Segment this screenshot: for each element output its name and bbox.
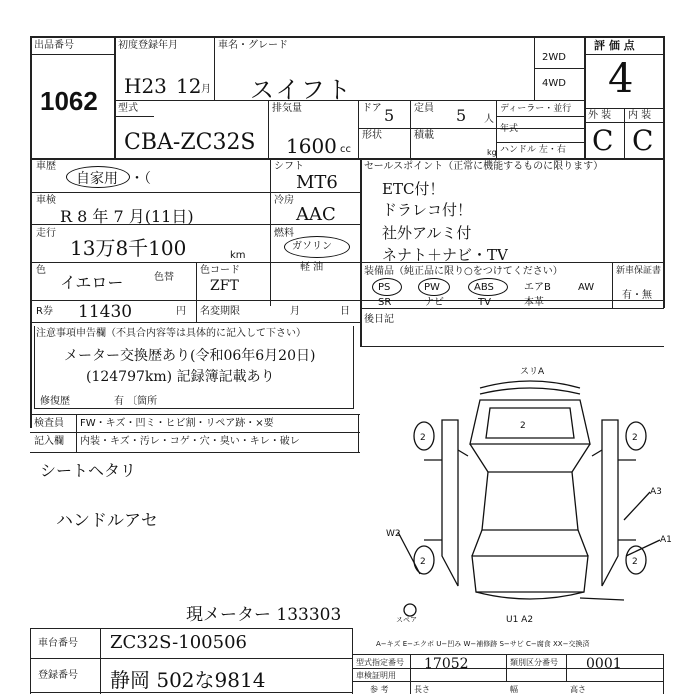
color-label: 色 [36,265,46,276]
year-label: 年式 [500,124,519,134]
overall-score: 4 [608,56,634,102]
equip-aw: AW [578,282,595,293]
registration-label: 登録番号 [38,670,78,681]
post-note-label: 後日記 [364,314,394,325]
mark-left-side: W2 [386,529,401,539]
check-row-exterior: FW・キズ・凹ミ・ヒビ割・リペア跡・×要 [80,418,274,429]
color-code: ZFT [210,278,239,294]
score-label: 評 価 点 [594,39,635,52]
color-code-label: 色コード [200,265,240,276]
check-row-interior: 内装・キズ・汚レ・コゲ・穴・臭い・キレ・破レ [80,436,300,447]
chassis-label: 車台番号 [38,638,78,649]
equip-abs: ABS [474,282,494,293]
car-damage-diagram [380,360,690,622]
interior-label: 内 装 [628,110,652,121]
repair-value: 有 〔箇所 [114,396,158,407]
color-change-label: 色替 [154,272,174,283]
registration-value: 静岡 502な9814 [110,668,266,692]
month-unit: 月 [201,84,211,95]
sales-point-etc: ETC付！ [382,180,445,198]
model-designation-label: 型式指定番号 [356,658,404,667]
length-label: 長さ [414,685,430,694]
capacity-unit: 人 [484,114,494,125]
equip-leather: 本革 [524,297,544,308]
mark-front-left-wheel: 2 [420,433,426,443]
displacement-unit: cc [340,144,351,155]
category-label: 類別区分番号 [510,658,558,667]
recycle-yen-unit: 円 [176,306,186,317]
damage-legend: A−キズ E−エクボ U−凹み W−補修跡 S−サビ C−腐食 XX−交換済 [376,640,590,648]
shape-label: 形状 [362,130,382,141]
color-value: イエロー [60,273,124,292]
history-value: 自家用 [76,171,118,187]
capacity-label: 定員 [414,103,434,114]
chassis-value: ZC32S-100506 [110,632,247,653]
sales-points-label: セールスポイント（正常に機能するものに限ります） [364,161,604,172]
equip-ps-circle [372,278,402,296]
notes-line-1: メーター交換歴あり(令和06年6月20日) [64,348,316,364]
load-label: 積載 [414,130,434,141]
drive-2wd: 2WD [542,52,566,63]
fuel-gasoline: ガソリン [292,241,332,252]
free-note-seat: シートヘタリ [40,461,137,480]
mark-right-side: A3 [650,487,662,497]
notes-box [34,326,354,409]
model-code: CBA-ZC32S [124,130,256,155]
equip-pw: PW [424,282,440,293]
history-paren: ・（ [130,171,151,187]
doors-value: 5 [384,106,395,125]
width-label: 幅 [510,685,518,694]
recycle-value: 11430 [78,302,133,322]
mileage-value: 13万8千100 [70,236,187,260]
model-designation-value: 17052 [424,656,469,672]
equipment-label: 装備品（純正品に限り○をつけてください） [364,266,563,277]
entry-label: 記入欄 [34,436,64,447]
checker-label: 検査員 [34,418,64,429]
lot-number: 1062 [40,86,98,116]
equip-airbag: エアB [524,282,551,293]
current-mileage: 現メーター 133303 [186,605,342,625]
displacement-value: 1600 [286,134,337,158]
exterior-grade: C [592,124,614,157]
first-registration-label: 初度登録年月 [118,40,178,51]
equip-ps: PS [378,282,391,293]
handle-label: ハンドル 左・右 [500,145,566,155]
free-note-handle: ハンドルアセ [56,511,158,531]
fuel-diesel: 軽 油 [300,262,324,273]
inspection-value: R 8 年 7 月(11日) [60,207,194,226]
shift-label: シフト [274,161,304,172]
ac-value: AAC [296,204,336,225]
first-registration-year: H23 [124,74,167,98]
mark-rear-right-wheel: 2 [632,557,638,567]
warranty-label: 新車保証書 [616,266,662,276]
mark-right-rear: A1 [660,535,672,545]
certificate-label: 車検証明用 [356,671,396,680]
ac-label: 冷房 [274,195,294,206]
mark-hood: 2 [520,421,526,431]
mark-front-right-wheel: 2 [632,433,638,443]
sales-point-navi-tv: ネナト＋ナビ・TV [382,246,508,264]
category-value: 0001 [586,656,622,672]
equip-pw-circle [418,278,450,296]
car-name: スイフト [250,76,353,104]
fuel-label: 燃料 [274,228,294,239]
exterior-label: 外 装 [588,110,612,121]
equip-tv: TV [478,297,491,308]
doors-label: ドア [362,103,382,114]
interior-grade: C [632,124,654,157]
history-label: 車歴 [36,161,56,172]
lot-number-label: 出品番号 [34,40,74,51]
repair-label: 修復歴 [40,396,70,407]
sales-point-alloy: 社外アルミ付 [382,224,472,242]
recycle-label: R券 [36,306,53,317]
drive-4wd: 4WD [542,78,566,89]
reference-label: 参 考 [370,685,389,694]
mileage-unit: km [230,250,246,261]
equip-navi: ナビ [424,297,444,308]
mark-front-bumper: スリA [520,367,545,377]
mark-rear-left-wheel: 2 [420,557,426,567]
name-change-month: 月 [290,306,300,317]
sales-point-dashcam: ドラレコ付！ [382,201,473,219]
load-unit: kg [487,148,497,157]
displacement-label: 排気量 [272,103,302,114]
car-name-grade-label: 車名・グレード [218,40,288,51]
shift-value: MT6 [296,172,338,193]
inspection-label: 車検 [36,195,56,206]
mark-rear-bumper: U1 A2 [506,615,534,622]
equip-sr: SR [378,297,392,308]
name-change-day: 日 [340,306,350,317]
mark-spare: スペア [396,616,417,622]
capacity-value: 5 [456,106,467,125]
dealer-label: ディーラー・並行 [500,104,572,114]
notes-line-2: (124797km) 記録簿記載あり [86,369,275,385]
equip-abs-circle [468,278,508,296]
name-change-label: 名変期限 [200,306,240,317]
notes-label: 注意事項申告欄（不具合内容等は具体的に記入して下さい） [36,328,306,339]
first-registration-month: 12 [176,74,202,98]
mileage-label: 走行 [36,228,56,239]
model-label: 型式 [118,103,138,114]
height-label: 高さ [570,685,586,694]
warranty-value: 有・無 [622,290,652,301]
